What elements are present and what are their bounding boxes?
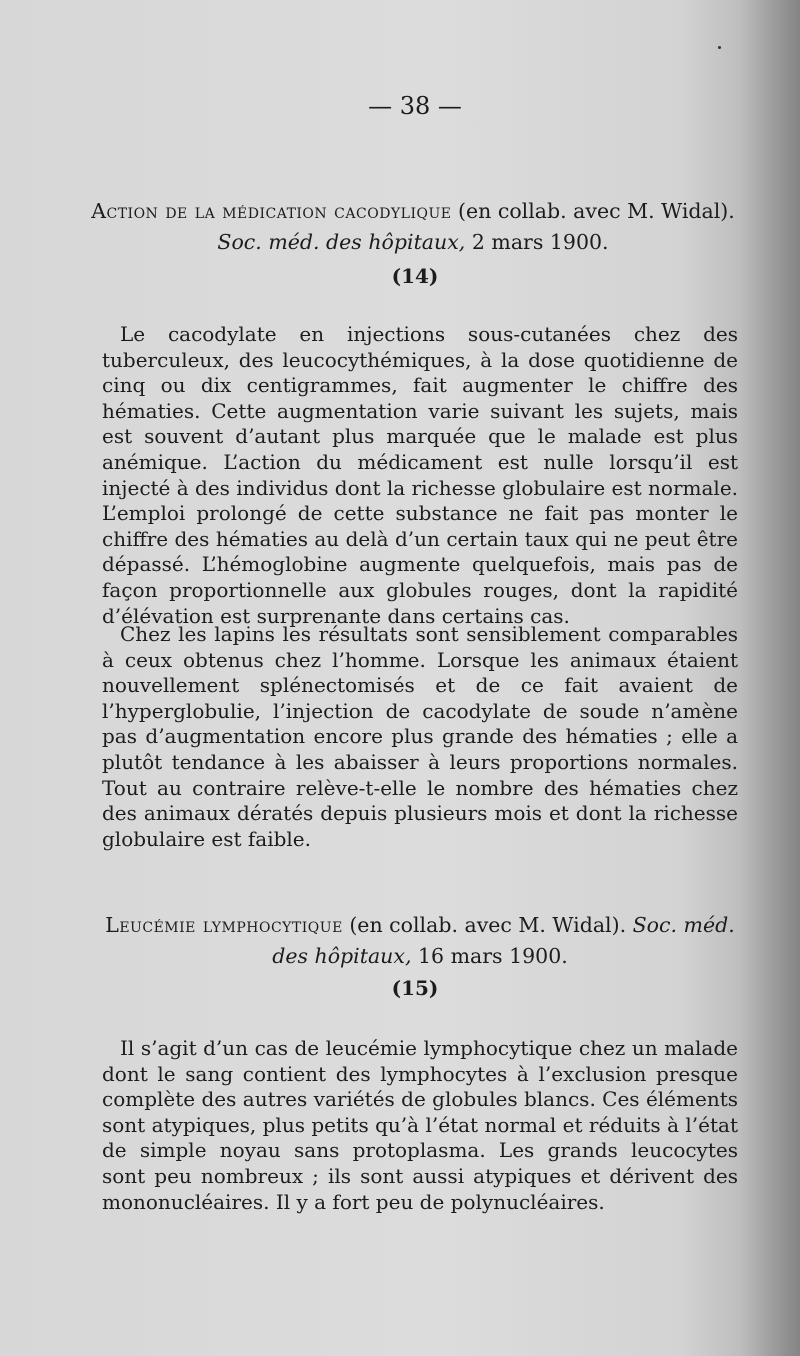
- entry-15-date: 16 mars 1900.: [411, 944, 568, 968]
- entry-14-paragraph-2: Chez les lapins les résultats sont sensiblement comparables à ceux obtenus chez l’homme. Lorsque les animaux étaient nouvellement splénectomisés et de ce fait avaient de l’hyperglobulie, l’injection de cacodylate de soude n’amène pas d’augmentation encore plus grande des hématies ; elle a plutôt tendance à les abaisser à leurs proportions normales. Tout au contraire relève-t-elle le nombre des hématies chez des animaux dératés depuis plusieurs mois et dont la richesse globulaire est faible.: [102, 622, 738, 851]
- scan-speck: [718, 46, 721, 49]
- entry-15-number: (15): [391, 976, 439, 1000]
- entry-15-title-smallcaps: Leucémie lymphocytique: [105, 913, 343, 937]
- entry-14-heading: [88, 196, 738, 258]
- page-number: — 38 —: [368, 92, 462, 120]
- entry-15-heading: [100, 910, 740, 972]
- entry-15-title: [100, 910, 740, 941]
- entry-15-journal-b: des hôpitaux,: [272, 944, 412, 968]
- entry-14-title-smallcaps: Action de la médication cacodylique: [91, 199, 452, 223]
- entry-14-number: (14): [391, 264, 439, 288]
- entry-14-title: [88, 196, 738, 227]
- entry-15-title-collab: (en collab. avec M. Widal).: [342, 913, 633, 937]
- entry-14-title-collab: (en collab. avec M. Widal).: [451, 199, 735, 223]
- entry-14-paragraph-1: Le cacodylate en injections sous-cutanées chez des tuberculeux, des leucocythémiques, à la dose quotidienne de cinq ou dix centigrammes, fait augmenter le chiffre des hématies. Cette augmentation varie suivant les sujets, mais est souvent d’autant plus marquée que le malade est plus anémique. L’action du médicament est nulle lorsqu’il est injecté à des individus dont la richesse globulaire est normale. L’emploi prolongé de cette substance ne fait pas monter le chiffre des hématies au delà d’un certain taux qui ne peut être dépassé. L’hémoglobine augmente quelquefois, mais pas de façon proportionnelle aux globules rouges, dont la rapidité d’élévation est surprenante dans certains cas.: [102, 322, 739, 628]
- entry-14-reference: [88, 227, 738, 258]
- page-gutter-shadow: [740, 0, 800, 1356]
- entry-14-date: 2 mars 1900.: [465, 230, 609, 254]
- entry-15-reference: [100, 941, 740, 972]
- entry-15-paragraph-1: Il s’agit d’un cas de leucémie lymphocytique chez un malade dont le sang contient des lymphocytes à l’exclusion presque complète des autres variétés de globules blancs. Ces éléments sont atypiques, plus petits qu’à l’état normal et réduits à l’état de simple noyau sans protoplasma. Les grands leucocytes sont peu nombreux ; ils sont aussi atypiques et dérivent des mononucléaires. Il y a fort peu de polynucléaires.: [102, 1036, 738, 1214]
- entry-14-journal: Soc. méd. des hôpitaux,: [217, 230, 466, 254]
- entry-15-journal-a: Soc. méd.: [632, 913, 735, 937]
